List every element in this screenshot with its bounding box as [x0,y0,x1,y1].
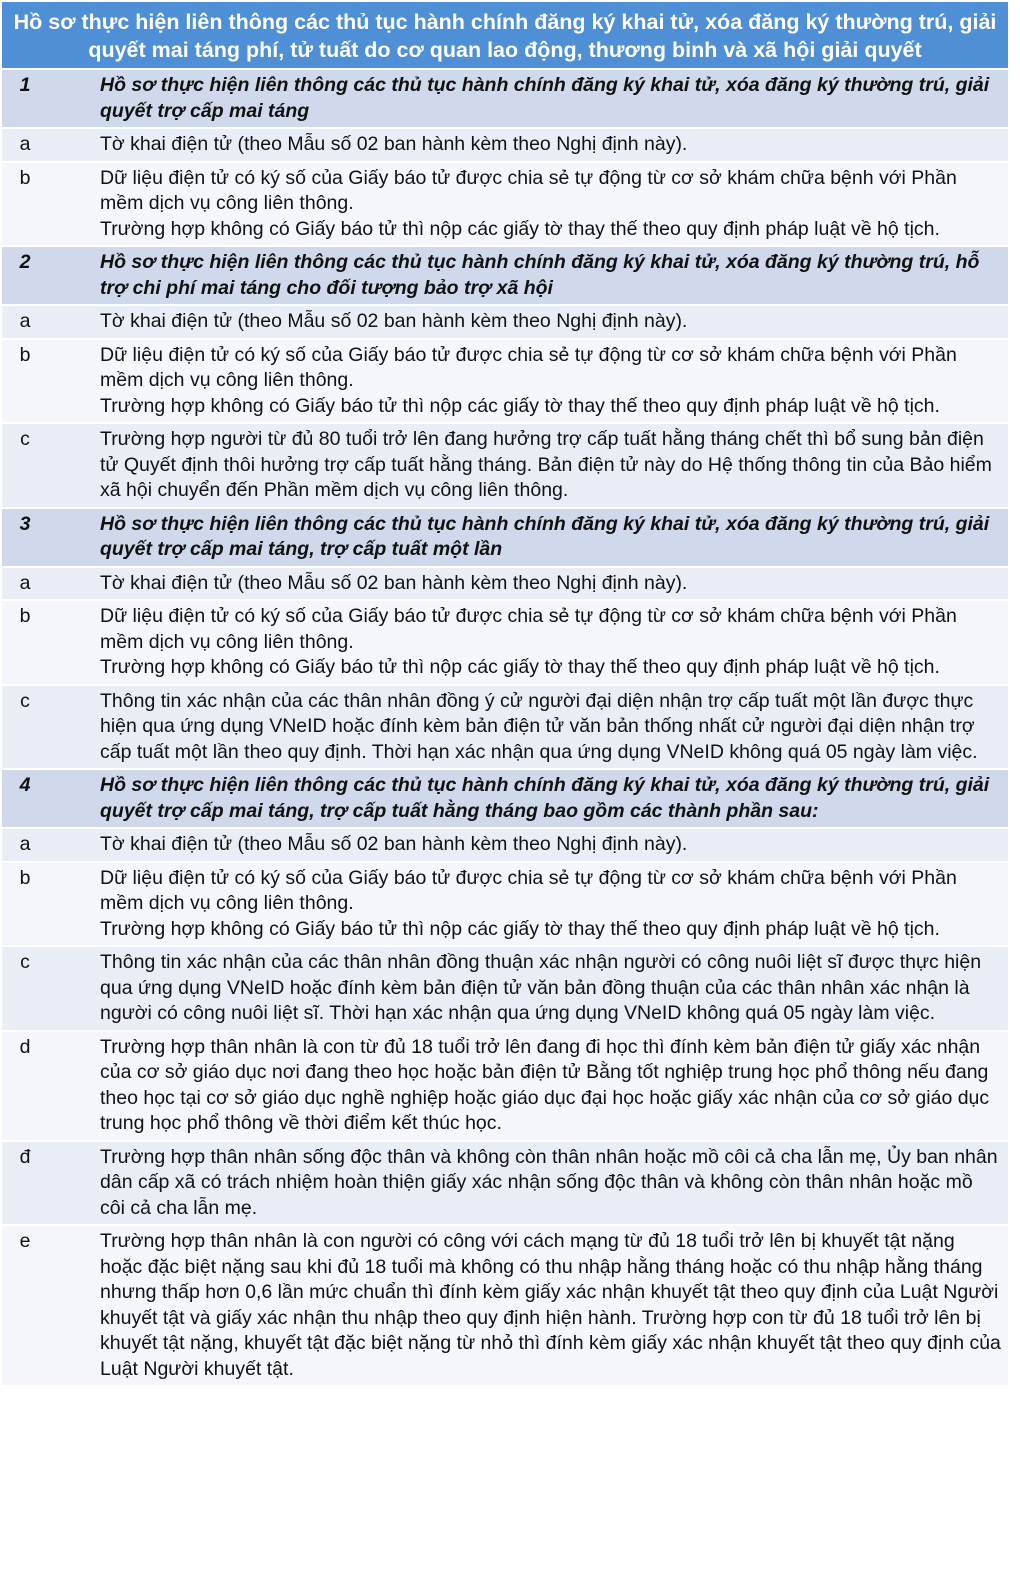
item-text-line: Dữ liệu điện tử có ký số của Giấy báo tử được chia sẻ tự động từ cơ sở khám chữa bệnh với Phần mềm dịch vụ công liên thông. [100,343,957,391]
item-text-line: Dữ liệu điện tử có ký số của Giấy báo tử được chia sẻ tự động từ cơ sở khám chữa bệnh với Phần mềm dịch vụ công liên thông. [100,866,957,914]
item-text-line: Trường hợp thân nhân là con từ đủ 18 tuổi trở lên đang đi học thì đính kèm bản điện tử giấy xác nhận của cơ sở giáo dục nơi đang theo học hoặc bản điện tử Bằng tốt nghiệp trung học phổ thông nếu đang theo học tại cơ sở giáo dục nghề nghiệp hoặc giáo dục đại học hoặc giấy xác nhận của cơ sở giáo dục trung học phổ thông về thời điểm kết thúc học. [100,1035,990,1134]
table-row [2,686,1008,771]
table-row [2,424,1008,509]
item-text [92,129,1008,163]
item-label: a [2,306,92,340]
item-text [92,601,1008,686]
item-text-line: Tờ khai điện tử (theo Mẫu số 02 ban hành kèm theo Nghị định này). [100,571,688,594]
item-text-line: Tờ khai điện tử (theo Mẫu số 02 ban hành kèm theo Nghị định này). [100,833,688,855]
section-row [2,509,1008,568]
item-label: d [2,1032,92,1142]
item-label: a [2,568,92,602]
table-row [2,863,1008,948]
table-row [2,163,1008,248]
item-label: c [2,686,92,771]
table-row [2,306,1008,340]
item-text [92,1226,1008,1387]
item-text [92,863,1008,948]
section-number: 2 [2,247,92,306]
item-text [92,686,1008,771]
item-text [92,1032,1008,1142]
item-text [92,947,1008,1032]
section-row [2,247,1008,306]
item-text-line: Trường hợp không có Giấy báo tử thì nộp các giấy tờ thay thế theo quy định pháp luật về hộ tịch. [100,394,940,417]
section-heading: Hồ sơ thực hiện liên thông các thủ tục hành chính đăng ký khai tử, xóa đăng ký thường trú, giải quyết trợ cấp mai táng, trợ cấp tuất hằng tháng bao gồm các thành phần sau: [92,770,1008,829]
item-label: b [2,863,92,948]
item-label: b [2,163,92,248]
procedure-table [2,2,1008,1387]
item-label: a [2,829,92,863]
item-text-line: Dữ liệu điện tử có ký số của Giấy báo tử được chia sẻ tự động từ cơ sở khám chữa bệnh với Phần mềm dịch vụ công liên thông. [100,605,957,653]
item-text-line: Dữ liệu điện tử có ký số của Giấy báo tử được chia sẻ tự động từ cơ sở khám chữa bệnh với Phần mềm dịch vụ công liên thông. [100,166,957,214]
item-text [92,568,1008,602]
table-row [2,1226,1008,1387]
item-text [92,424,1008,509]
section-number: 4 [2,770,92,829]
item-text [92,340,1008,425]
item-text-line: Trường hợp không có Giấy báo tử thì nộp các giấy tờ thay thế theo quy định pháp luật về hộ tịch. [100,656,940,678]
item-label: e [2,1226,92,1387]
table-row [2,601,1008,686]
item-text-line: Trường hợp thân nhân sống độc thân và không còn thân nhân hoặc mồ côi cả cha lẫn mẹ, Ủy ban nhân dân cấp xã có trách nhiệm hoàn thiện giấy xác nhận sống độc thân và không còn thân nhân hoặc mồ côi cả cha lẫn mẹ. [100,1145,998,1219]
item-text-line: Trường hợp người từ đủ 80 tuổi trở lên đang hưởng trợ cấp tuất hằng tháng chết thì bổ sung bản điện tử Quyết định thôi hưởng trợ cấp tuất hằng tháng. Bản điện tử này do Hệ thống thông tin của Bảo hiểm xã hội chuyển đến Phần mềm dịch vụ công liên thông. [100,428,992,501]
section-heading: Hồ sơ thực hiện liên thông các thủ tục hành chính đăng ký khai tử, xóa đăng ký thường trú, hỗ trợ chi phí mai táng cho đối tượng bảo trợ xã hội [92,247,1008,306]
table-row [2,829,1008,863]
item-label: a [2,129,92,163]
table-row [2,1032,1008,1142]
section-row [2,770,1008,829]
item-label: c [2,947,92,1032]
item-text-line: Thông tin xác nhận của các thân nhân đồng thuận xác nhận người có công nuôi liệt sĩ được thực hiện qua ứng dụng VNeID hoặc đính kèm bản điện tử văn bản đồng thuận của các thân nhân xác nhận là người có công nuôi liệt sĩ. Thời hạn xác nhận qua ứng dụng VNeID không quá 05 ngày làm việc. [100,951,982,1024]
item-text [92,1142,1008,1227]
section-number: 3 [2,509,92,568]
item-text-line: Trường hợp không có Giấy báo tử thì nộp các giấy tờ thay thế theo quy định pháp luật về hộ tịch. [100,917,940,940]
table-header-row [2,2,1008,70]
table-row [2,568,1008,602]
section-row [2,70,1008,129]
item-label: đ [2,1142,92,1227]
item-text [92,163,1008,248]
item-text-line: Tờ khai điện tử (theo Mẫu số 02 ban hành kèm theo Nghị định này). [100,133,688,155]
table-row [2,947,1008,1032]
section-heading: Hồ sơ thực hiện liên thông các thủ tục hành chính đăng ký khai tử, xóa đăng ký thường trú, giải quyết trợ cấp mai táng [92,70,1008,129]
item-text [92,306,1008,340]
section-heading: Hồ sơ thực hiện liên thông các thủ tục hành chính đăng ký khai tử, xóa đăng ký thường trú, giải quyết trợ cấp mai táng, trợ cấp tuất một lần [92,509,1008,568]
table-row [2,129,1008,163]
table-row [2,340,1008,425]
table-row [2,1142,1008,1227]
section-number: 1 [2,70,92,129]
item-label: c [2,424,92,509]
item-text-line: Trường hợp không có Giấy báo tử thì nộp các giấy tờ thay thế theo quy định pháp luật về hộ tịch. [100,217,940,240]
table-body [2,70,1008,1387]
item-text-line: Tờ khai điện tử (theo Mẫu số 02 ban hành kèm theo Nghị định này). [100,310,688,332]
item-text-line: Thông tin xác nhận của các thân nhân đồng ý cử người đại diện nhận trợ cấp tuất một lần được thực hiện qua ứng dụng VNeID hoặc đính kèm bản điện tử văn bản thống nhất cử người đại diện nhận trợ cấp tuất một lần theo quy định. Thời hạn xác nhận qua ứng dụng VNeID không quá 05 ngày làm việc. [100,689,978,763]
item-text [92,829,1008,863]
item-label: b [2,601,92,686]
item-text-line: Trường hợp thân nhân là con người có công với cách mạng từ đủ 18 tuổi trở lên bị khuyết tật nặng hoặc đặc biệt nặng sau khi đủ 18 tuổi mà không có thu nhập hằng tháng hoặc có thu nhập hằng tháng nhưng thấp hơn 0,6 lần mức chuẩn thì đính kèm giấy xác nhận khuyết tật theo quy định của Luật Người khuyết tật và giấy xác nhận thu nhập theo quy định hiện hành. Trường hợp con từ đủ 18 tuổi trở lên bị khuyết tật nặng, khuyết tật đặc biệt nặng từ nhỏ thì đính kèm giấy xác nhận khuyết tật theo quy định của Luật Người khuyết tật. [100,1230,1001,1380]
table-title: Hồ sơ thực hiện liên thông các thủ tục hành chính đăng ký khai tử, xóa đăng ký thường trú, giải quyết mai táng phí, tử tuất do cơ quan lao động, thương binh và xã hội giải quyết [2,2,1008,70]
item-label: b [2,340,92,425]
